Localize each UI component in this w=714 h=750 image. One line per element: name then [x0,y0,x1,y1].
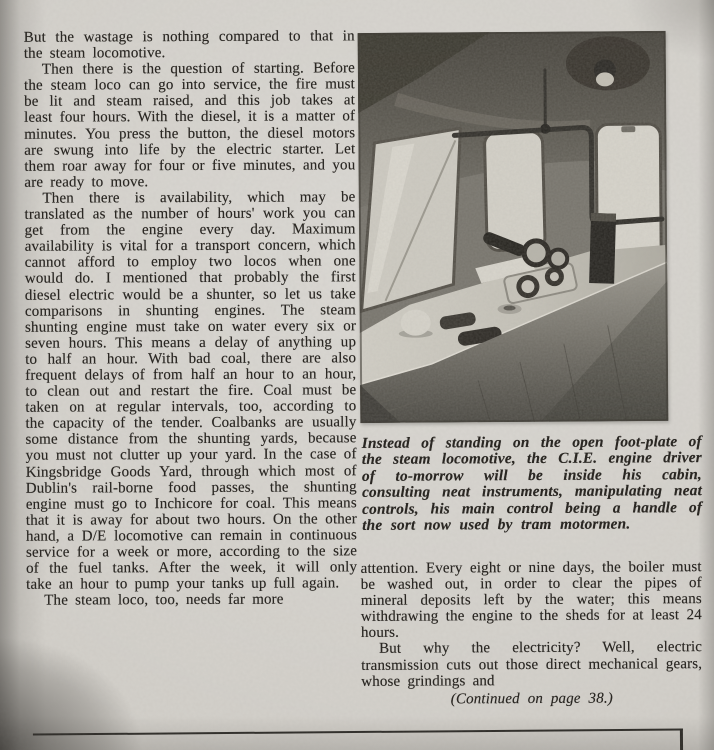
paragraph: Then there is availability, which may be translated as the number of hours' work you can get from the engine every day. Maximum availability is vital for a transport concern, which cannot afford to employ two locos when one would do. I mentioned that probably the first diesel electric would be a shunter, so let us take comparisons in shunting engines. The steam shunting engine must take on water every six or seven hours. This means a delay of anything up to half an hour. With bad coal, there are also frequent delays of from half an hour to an hour, to clean out and restart the fire. Coal must be taken on at regular intervals, too, according to the capacity of the tender. Coalbanks are usually some distance from the shunting yards, because you must not clutter up your yard. In the case of Kingsbridge Goods Yard, through which most of Dublin's rail-borne food passes, the shunting engine must go to Inchicore for coal. This means that it is away for about two hours. On the other hand, a D/E locomotive can remain in continuous service for a week or more, according to the size of the fuel tanks. After the week, it will only take an hour to pump your tanks up full again. [24,189,358,593]
paragraph: The steam loco, too, needs far more [44,591,284,609]
paragraph: But why the electricity? Well, electric transmission cuts out those direct mechanical gears, whose grindings and [361,639,703,690]
paragraph: attention. Every eight or nine days, the boiler must be washed out, in order to clear the pipes of mineral deposits left by the water; this means withdrawing the engine to the sheds for at least 24 hours. [360,559,702,642]
paragraph: Then there is the question of starting. Before the steam loco can go into service, the fire must be lit and steam raised, and this job takes at least four hours. With the diesel, it is a matter of minutes. You press the button, the diesel motors are swung into life by the electric starter. Let them roar away for four or five minutes, and you are ready to move. [23,60,356,191]
cab-photo-illustration [358,31,669,423]
photo-caption: Instead of standing on the open foot-plate of the steam locomotive, the C.I.E. engine driver of to-morrow will be inside his cabin, consulting neat instruments, manipulating neat controls, his main control being a handle of the sort now used by tram motormen. [361,433,703,534]
paragraph: (Continued on page 38.) [450,690,613,708]
right-column [361,559,703,708]
cab-photo [358,31,669,423]
halftone-grain [358,31,669,423]
left-column [24,28,358,609]
paragraph: But the wastage is nothing compared to that in the steam locomotive. [23,28,355,62]
bottom-box-rule [33,728,683,750]
